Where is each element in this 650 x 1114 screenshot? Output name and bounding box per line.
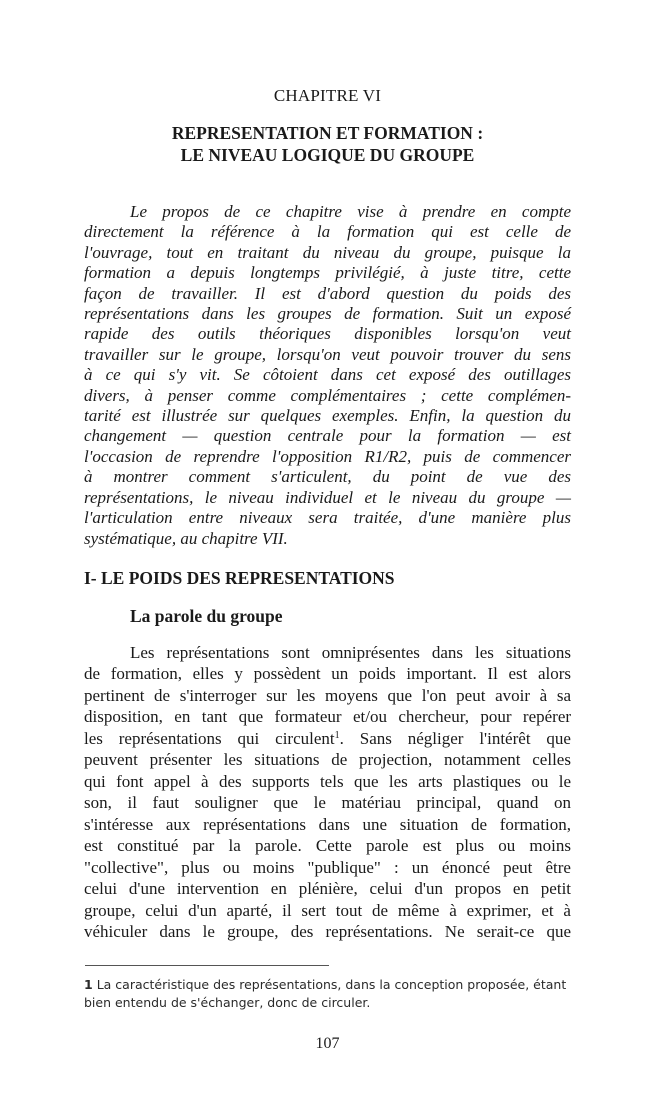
abstract-line: à ce qui s'y vit. Se côtoient dans cet exposé des outillages bbox=[84, 365, 572, 385]
abstract-line: directement la référence à la formation qui est celle de bbox=[84, 222, 571, 242]
body-line: disposition, en tant que formateur et/ou chercheur, pour repérer bbox=[84, 707, 572, 727]
abstract-line: représentations dans les groupes de formation. Suit un exposé bbox=[84, 304, 572, 324]
body-line: est constitué par la parole. Cette parole est plus ou moins bbox=[84, 836, 571, 856]
chapter-title-line: REPRESENTATION ET FORMATION : bbox=[171, 123, 484, 143]
abstract-line: divers, à penser comme complémentaires ; cette complémen- bbox=[84, 385, 571, 405]
body-paragraph bbox=[84, 642, 571, 943]
body-line: son, il faut souligner que le matériau principal, quand on bbox=[84, 793, 571, 813]
abstract-line: travailler sur le groupe, lorsqu'on veut pouvoir trouver du sens bbox=[84, 344, 572, 364]
body-line: celui d'une intervention en plénière, celui d'un propos en petit bbox=[84, 879, 572, 899]
abstract-line: l'occasion de reprendre l'opposition R1/R2, puis de commencer bbox=[84, 446, 571, 466]
section-heading: I- LE POIDS DES REPRESENTATIONS bbox=[84, 567, 395, 588]
abstract-line: façon de travailler. Il est d'abord question du poids des bbox=[84, 283, 572, 303]
footnote-number: 1 bbox=[84, 976, 93, 992]
body-line: Les représentations sont omniprésentes dans les situations bbox=[130, 642, 572, 662]
abstract-line: rapide des outils théoriques disponibles lorsqu'on veut bbox=[84, 324, 571, 344]
body-line: véhiculer dans le groupe, des représentations. Ne serait-ce que bbox=[84, 922, 571, 942]
body-line: "collective", plus ou moins "publique" : un énoncé peut être bbox=[84, 857, 571, 877]
abstract-line: l'articulation entre niveaux sera traitée, d'une manière plus bbox=[84, 508, 571, 528]
body-line-tail: . Sans négliger l'intérêt que bbox=[339, 728, 571, 748]
body-line: de formation, elles y possèdent un poids important. Il est alors bbox=[84, 664, 572, 684]
abstract-line: l'ouvrage, tout en traitant du niveau du groupe, puisque la bbox=[84, 242, 571, 262]
body-line: s'intéresse aux représentations dans une situation de formation, bbox=[84, 814, 572, 834]
abstract-line: Le propos de ce chapitre vise à prendre en compte bbox=[130, 202, 571, 221]
abstract-line: représentations, le niveau individuel et le niveau du groupe — bbox=[84, 487, 571, 507]
body-line: peuvent présenter les situations de projection, notamment celles bbox=[84, 750, 571, 770]
footnote-text: La caractéristique des représentations, dans la conception proposée, étant bien entendu de s'échanger, donc de circuler. bbox=[84, 976, 567, 1010]
subsection-heading: La parole du groupe bbox=[130, 605, 283, 626]
abstract-line: changement — question centrale pour la formation — est bbox=[84, 426, 571, 446]
abstract-line: tarité est illustrée sur quelques exemples. Enfin, la question du bbox=[84, 406, 571, 426]
footnote-divider bbox=[85, 965, 329, 966]
abstract-line: formation a depuis longtemps privilégié, à juste titre, cette bbox=[84, 263, 571, 283]
body-line: pertinent de s'interroger sur les moyens que l'on peut avoir à sa bbox=[84, 685, 571, 705]
chapter-title bbox=[84, 122, 571, 166]
body-line: qui font appel à des supports tels que les arts plastiques ou le bbox=[84, 771, 572, 791]
footnote bbox=[84, 976, 571, 1012]
body-line: groupe, celui d'un aparté, il sert tout de même à exprimer, et à bbox=[84, 900, 571, 920]
body-line-head: les représentations qui circulent bbox=[84, 728, 335, 748]
chapter-label: CHAPITRE VI bbox=[273, 86, 382, 105]
chapter-abstract bbox=[84, 202, 571, 549]
book-page bbox=[84, 0, 571, 1114]
abstract-line: systématique, au chapitre VII. bbox=[84, 528, 288, 548]
abstract-line: à montrer comment s'articulent, du point de vue des bbox=[84, 467, 572, 487]
footnote-reference[interactable]: 1 bbox=[334, 729, 340, 741]
page-number: 107 bbox=[315, 1034, 340, 1052]
body-line-with-footnote bbox=[84, 728, 571, 750]
chapter-title-line: LE NIVEAU LOGIQUE DU GROUPE bbox=[180, 145, 475, 165]
